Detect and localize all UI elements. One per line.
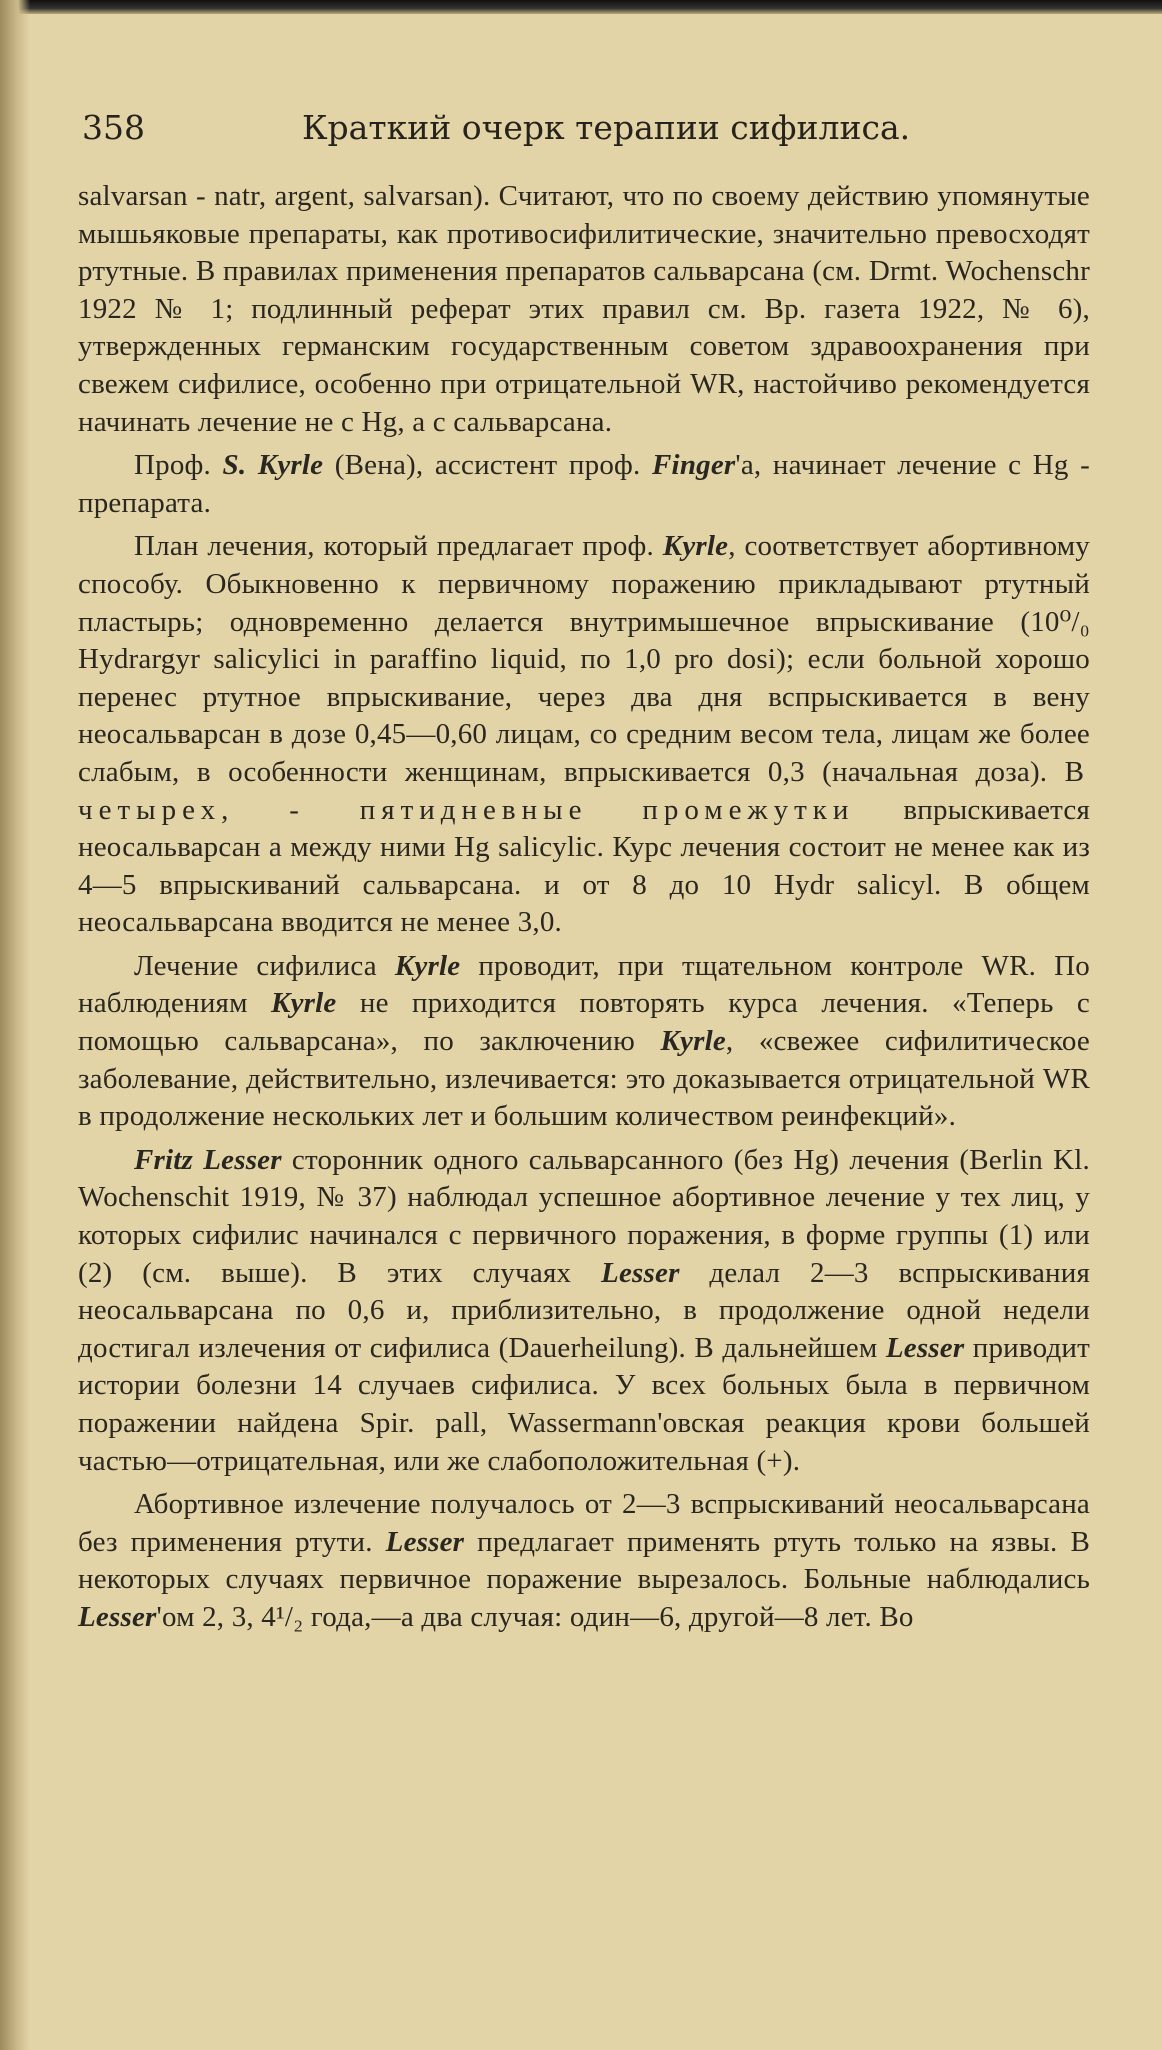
author-name: Kyrle — [271, 987, 337, 1020]
author-name: Fritz Lesser — [134, 1143, 282, 1176]
text-run: проводит, при тщательном контроле WR. По наблюдениям — [78, 949, 1090, 1020]
page-top-edge — [0, 0, 1162, 14]
paragraph-1: salvarsan - natr, argent, salvarsan). Считают, что по своему действию упомянутые мышьяковые препараты, как противосифилитические, значительно превосходят ртутные. В правилах применения препаратов сальварсана (см. Drmt. Wochenschr 1922 № 1; подлинный реферат этих правил см. Вр. газета 1922, № 6), утвержденных германским государственным советом здравоохранения при свежем сифилисе, особенно при отрицательной WR, настойчиво рекомендуется начинать лечение не с Hg, а с сальварсана. — [78, 180, 1090, 438]
text-run: Лечение сифилиса — [134, 949, 395, 982]
running-title: Краткий очерк терапии сифилиса. — [302, 108, 911, 147]
text-run: , «свежее сифилитическое заболевание, действительно, излечивается: это доказывается отрицательной WR в продолжение нескольких лет и большим количеством реинфекций». — [78, 1025, 1090, 1133]
text-run: Абортивное излечение получалось от 2—3 вспрыскиваний неосальварсана без применения ртути. — [78, 1488, 1090, 1558]
author-name: Kyrle — [394, 949, 461, 982]
text-run: делал 2—3 вспрыскивания неосальварсана по 0,6 и, приблизительно, в продолжение одной недели достигал излечения от сифилиса (Dauerheilung). В дальнейшем — [78, 1256, 1090, 1364]
text-run: сторонник одного сальварсанного (без Hg) лечения (Berlin Kl. Wochenschit 1919, № 37) наблюдал успешное абортивное лечение у тех лиц, у которых сифилис начинался с первичного поражения, в форме группы (1) или (2) (см. выше). В этих случаях — [78, 1143, 1090, 1289]
spaced-emphasis: В четырех, - пятидневные промежутки — [78, 755, 1090, 826]
page-binding-edge — [0, 0, 30, 2050]
text-run: 'ом 2, 3, 4¹/₂ года,—а два случая: один—6, другой—8 лет. Во — [156, 1600, 914, 1633]
page-number: 358 — [82, 108, 145, 147]
paragraph-3 — [78, 528, 1090, 942]
author-name: Lesser — [78, 1600, 157, 1633]
text-run: не приходится повторять курса лечения. «Теперь с помощью сальварсана», по заключению — [78, 987, 1090, 1058]
text-run: План лечения, который предлагает проф. — [134, 530, 663, 563]
text-run: , соответствует абортивному способу. Обыкновенно к первичному поражению прикладывают ртутный пластырь; одновременно делается внутримышечное впрыскивание (10⁰/₀ Hydrargyr salicylici in paraffino liquid, по 1,0 pro dosi); если больной хорошо перенес ртутное впрыскивание, через два дня вспрыскивается в вену неосальварсан в дозе 0,45—0,60 лицам, со средним весом тела, лицам же более слабым, в особенности женщинам, впрыскивается 0,3 (начальная доза). — [78, 530, 1090, 788]
text-run: (Вена), ассистент проф. — [323, 449, 653, 482]
text-run: приводит истории болезни 14 случаев сифилиса. У всех больных была в первичном поражении найдена Spir. pall, Wassermann'овская реакция крови большей частью—отрицательная, или же слабоположительная (+). — [78, 1331, 1091, 1477]
text-run: предлагает применять ртуть только на язвы. В некоторых случаях первичное поражение вырезалось. Больные наблюдались — [78, 1525, 1090, 1596]
author-name: Kyrle — [660, 1025, 726, 1058]
paragraph-4 — [78, 948, 1090, 1136]
text-run: 'а, начинает лечение с Hg - препарата. — [78, 449, 1090, 519]
text-run: впрыскивается неосальварсан а между ними Hg salicylic. Курс лечения состоит не менее как из 4—5 впрыскиваний сальварсана. и от 8 до 10 Hydr salicyl. В общем неосальварсана вводится не менее 3,0. — [78, 793, 1090, 939]
author-name: Kyrle — [662, 530, 729, 563]
paragraph-2 — [78, 447, 1090, 522]
author-name: S. Kyrle — [222, 449, 324, 482]
page-header — [82, 108, 1092, 158]
page-body — [78, 178, 1090, 1643]
author-name: Lesser — [385, 1525, 465, 1558]
author-name: Lesser — [885, 1331, 965, 1364]
paragraph-5 — [78, 1142, 1090, 1480]
author-name: Finger — [652, 449, 736, 482]
author-name: Lesser — [601, 1256, 680, 1289]
paragraph-6 — [78, 1486, 1090, 1636]
text-run: Проф. — [134, 449, 223, 482]
